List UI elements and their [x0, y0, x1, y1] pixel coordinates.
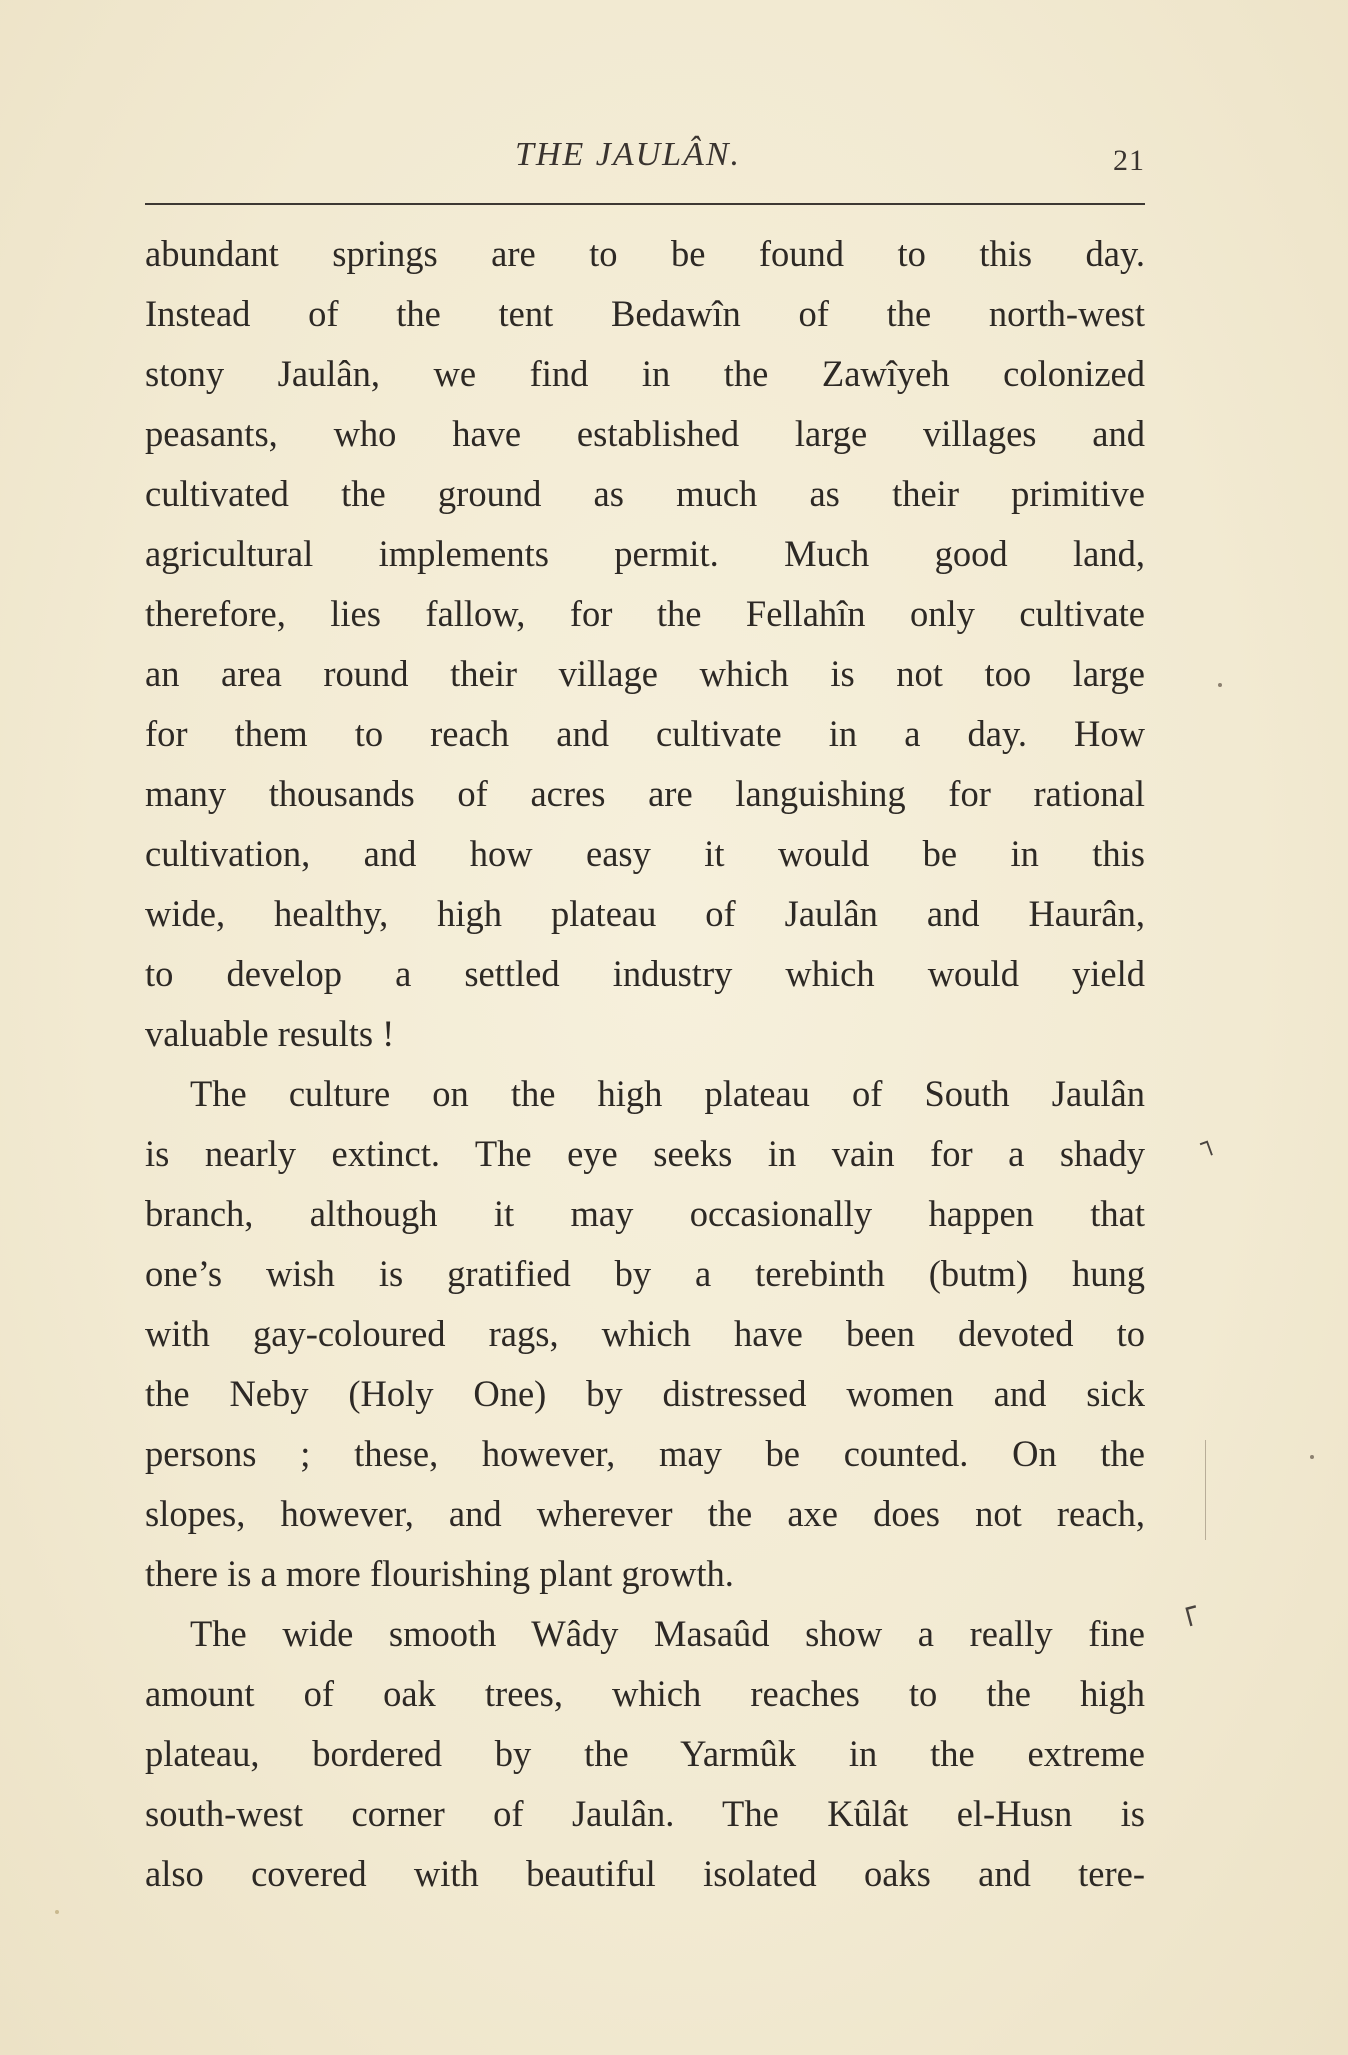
text-line: wide, healthy, high plateau of Jaulân and Haurân, [145, 893, 1145, 934]
text-line: with gay-coloured rags, which have been devoted to [145, 1313, 1145, 1354]
text-line: stony Jaulân, we find in the Zawîyeh colonized [145, 353, 1145, 394]
text-line: cultivation, and how easy it would be in this [145, 833, 1145, 874]
text-line: amount of oak trees, which reaches to the high [145, 1673, 1145, 1714]
text-line: one’s wish is gratified by a terebinth (butm) hung [145, 1253, 1145, 1294]
text-line: persons ; these, however, may be counted. On the [145, 1433, 1145, 1474]
text-line: is nearly extinct. The eye seeks in vain for a shady [145, 1133, 1145, 1174]
text-line: valuable results ! [145, 1013, 395, 1054]
text-line: there is a more flourishing plant growth. [145, 1553, 734, 1594]
speck [1310, 1455, 1314, 1459]
text-line: peasants, who have established large villages and [145, 413, 1145, 454]
header-rule [145, 203, 1145, 205]
margin-mark-bracket [1205, 1440, 1209, 1540]
margin-mark-hook: ┐ [1195, 1126, 1219, 1158]
text-line: south-west corner of Jaulân. The Kûlât el-Husn is [145, 1793, 1145, 1834]
text-line: an area round their village which is not too large [145, 653, 1145, 694]
running-title: THE JAULÂN. [515, 136, 741, 173]
speck [1218, 683, 1222, 687]
paragraph-1 [145, 224, 1145, 1064]
body-text [145, 224, 1145, 1904]
text-line: agricultural implements permit. Much good land, [145, 533, 1145, 574]
text-line: Instead of the tent Bedawîn of the north-west [145, 293, 1145, 334]
margin-mark-corner: ┌ [1173, 1590, 1201, 1629]
running-head [145, 136, 1145, 186]
text-line: abundant springs are to be found to this day. [145, 233, 1145, 274]
speck [55, 1910, 59, 1914]
text-line: many thousands of acres are languishing for rational [145, 773, 1145, 814]
text-line: The culture on the high plateau of South Jaulân [190, 1073, 1145, 1114]
text-line: branch, although it may occasionally happen that [145, 1193, 1145, 1234]
paragraph-2 [145, 1064, 1145, 1604]
text-line: plateau, bordered by the Yarmûk in the extreme [145, 1733, 1145, 1774]
text-line: to develop a settled industry which would yield [145, 953, 1145, 994]
page-number: 21 [1113, 144, 1145, 177]
paragraph-3 [145, 1604, 1145, 1904]
text-line: cultivated the ground as much as their primitive [145, 473, 1145, 514]
text-line: The wide smooth Wâdy Masaûd show a really fine [190, 1613, 1145, 1654]
text-line: the Neby (Holy One) by distressed women and sick [145, 1373, 1145, 1414]
text-line: for them to reach and cultivate in a day. How [145, 713, 1145, 754]
text-line: slopes, however, and wherever the axe does not reach, [145, 1493, 1145, 1534]
text-line: therefore, lies fallow, for the Fellahîn only cultivate [145, 593, 1145, 634]
text-line: also covered with beautiful isolated oaks and tere- [145, 1853, 1145, 1894]
